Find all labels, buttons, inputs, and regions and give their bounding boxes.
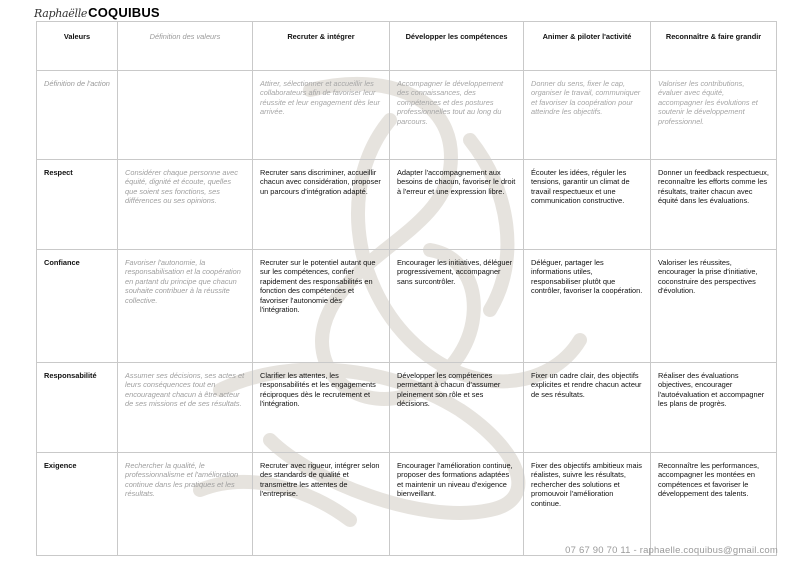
logo-brand-name: COQUIBUS — [88, 5, 160, 20]
row-definition: Considérer chaque personne avec équité, dignité et écoute, quelles que soient ses fonctions, ses différences ou ses opinions. — [118, 160, 253, 250]
cell-animate: Fixer un cadre clair, des objectifs explicites et rendre chacun acteur de ses résultats. — [524, 363, 651, 453]
table-row — [37, 453, 777, 556]
header-develop: Développer les compétences — [390, 22, 524, 71]
row-definition: Assumer ses décisions, ses actes et leurs conséquences tout en encourageant chacun à être acteur de ses missions et de ses résultats. — [118, 363, 253, 453]
row-label: Responsabilité — [37, 363, 118, 453]
row-label: Définition de l'action — [37, 71, 118, 160]
cell-develop: Développer les compétences permettant à chacun d'assumer pleinement son rôle et ses décisions. — [390, 363, 524, 453]
cell-recruit: Recruter sans discriminer, accueillir chacun avec considération, proposer un parcours d'intégration adapté. — [253, 160, 390, 250]
cell-recognize: Reconnaître les performances, accompagner les montées en compétences et favoriser le développement des talents. — [651, 453, 777, 556]
row-label: Exigence — [37, 453, 118, 556]
footer-contact: 07 67 90 70 11 - raphaelle.coquibus@gmail.com — [565, 545, 778, 556]
cell-develop: Accompagner le développement des connaissances, des compétences et des postures professionnelles tout au long du parcours. — [390, 71, 524, 160]
row-definition: Favoriser l'autonomie, la responsabilisation et la coopération en partant du principe que chacun souhaite contribuer à la réussite collective. — [118, 250, 253, 363]
header-recognize: Reconnaître & faire grandir — [651, 22, 777, 71]
table-row — [37, 71, 777, 160]
cell-recognize: Donner un feedback respectueux, reconnaître les efforts comme les résultats, traiter chacun avec équité dans les évaluations. — [651, 160, 777, 250]
cell-animate: Écouter les idées, réguler les tensions, garantir un climat de travail respectueux et une communication constructive. — [524, 160, 651, 250]
cell-animate: Donner du sens, fixer le cap, organiser le travail, communiquer et favoriser la coopération pour atteindre les objectifs. — [524, 71, 651, 160]
table-row — [37, 250, 777, 363]
header-recruit: Recruter & intégrer — [253, 22, 390, 71]
header-definition: Définition des valeurs — [118, 22, 253, 71]
header-values: Valeurs — [37, 22, 118, 71]
table-row — [37, 363, 777, 453]
cell-recognize: Réaliser des évaluations objectives, encourager l'autoévaluation et accompagner les plans de progrès. — [651, 363, 777, 453]
logo-script-name: Raphaëlle — [34, 7, 88, 20]
row-label: Respect — [37, 160, 118, 250]
cell-animate: Fixer des objectifs ambitieux mais réalistes, suivre les résultats, rechercher des solutions et promouvoir l'amélioration continue. — [524, 453, 651, 556]
cell-recognize: Valoriser les contributions, évaluer avec équité, accompagner les évolutions et soutenir le développement professionnel. — [651, 71, 777, 160]
cell-develop: Adapter l'accompagnement aux besoins de chacun, favoriser le droit à l'erreur et une expression libre. — [390, 160, 524, 250]
cell-recruit: Clarifier les attentes, les responsabilités et les engagements réciproques dès le recrutement et l'intégration. — [253, 363, 390, 453]
row-label: Confiance — [37, 250, 118, 363]
table-header-row — [37, 22, 777, 71]
row-definition — [118, 71, 253, 160]
table-row — [37, 160, 777, 250]
cell-develop: Encourager les initiatives, déléguer progressivement, accompagner sans surcontrôler. — [390, 250, 524, 363]
cell-recognize: Valoriser les réussites, encourager la prise d'initiative, coconstruire des perspectives d'évolution. — [651, 250, 777, 363]
row-definition: Rechercher la qualité, le professionnalisme et l'amélioration continue dans les pratiques et les résultats. — [118, 453, 253, 556]
values-matrix-table — [36, 21, 777, 556]
cell-animate: Déléguer, partager les informations utiles, responsabiliser plutôt que contrôler, favoriser la coopération. — [524, 250, 651, 363]
cell-recruit: Attirer, sélectionner et accueillir les collaborateurs afin de favoriser leur réussite et leur engagement dès leur arrivée. — [253, 71, 390, 160]
brand-logo — [34, 5, 160, 21]
cell-recruit: Recruter sur le potentiel autant que sur les compétences, confier rapidement des responsabilités en fonction des compétences et favoriser l'autonomie dès l'intégration. — [253, 250, 390, 363]
header-animate: Animer & piloter l'activité — [524, 22, 651, 71]
cell-recruit: Recruter avec rigueur, intégrer selon des standards de qualité et transmettre les attentes de l'entreprise. — [253, 453, 390, 556]
cell-develop: Encourager l'amélioration continue, proposer des formations adaptées et maintenir un niveau d'exigence bienveillant. — [390, 453, 524, 556]
